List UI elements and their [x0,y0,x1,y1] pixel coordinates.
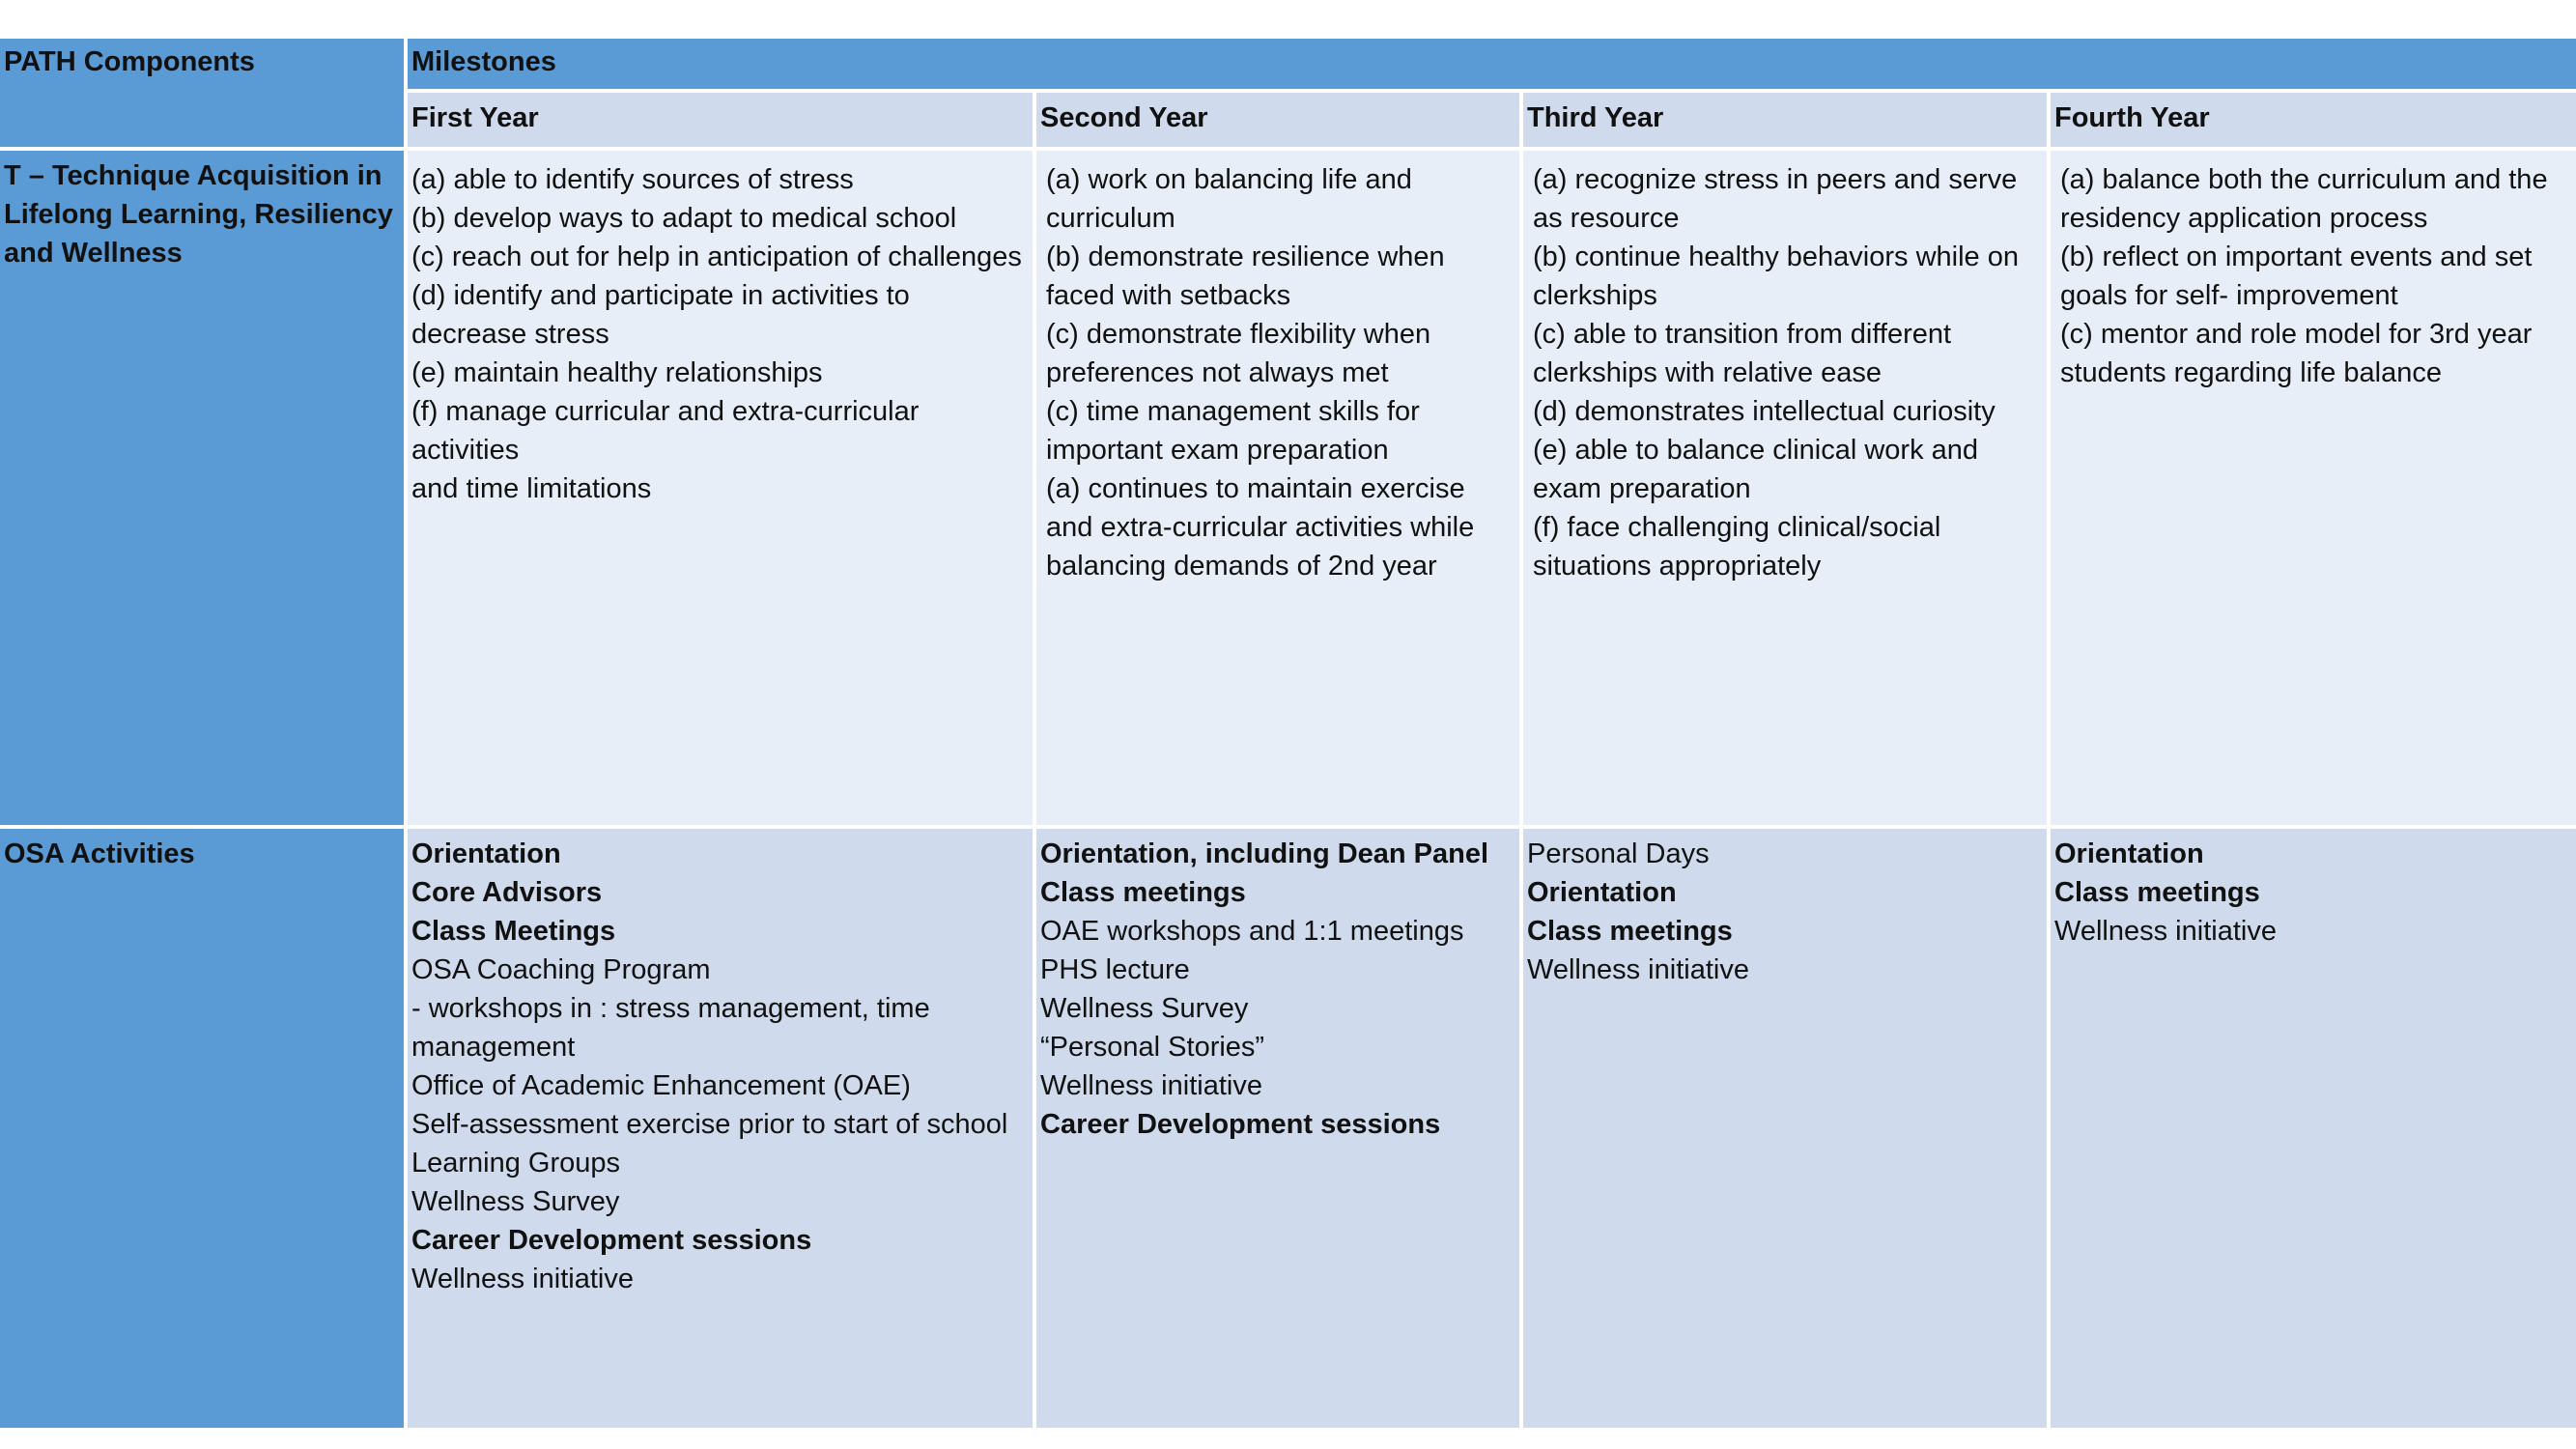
activity-cell [2051,829,2576,1428]
cell-line: Career Development sessions [1040,1109,1441,1140]
cell-line: Orientation, including Dean Panel [1040,838,1489,869]
cell-line: - workshops in : stress management, time management [411,993,930,1063]
cell-line: PHS lecture [1040,954,1190,985]
cell-line: (d) demonstrates intellectual curiosity [1533,396,1996,427]
year-header-third: Third Year [1523,93,2047,147]
cell-line: Personal Days [1527,838,1710,869]
milestone-cell [408,151,1033,825]
milestone-cell [1523,151,2047,825]
cell-line: (f) manage curricular and extra-curricular activities [411,396,920,466]
cell-line: OAE workshops and 1:1 meetings [1040,916,1464,947]
cell-line: (e) able to balance clinical work and exam preparation [1533,435,1979,504]
cell-line: (c) able to transition from different clerkships with relative ease [1533,319,1952,388]
cell-line: OSA Coaching Program [411,954,711,985]
cell-line: (f) face challenging clinical/social situations appropriately [1533,512,1941,582]
cell-line: (a) balance both the curriculum and the residency application process [2060,164,2548,234]
component-technique-acquisition: T – Technique Acquisition in Lifelong Learning, Resiliency and Wellness [0,151,404,825]
cell-line: (b) develop ways to adapt to medical school [411,203,957,234]
milestones-header: Milestones [408,39,2576,89]
cell-line: (c) demonstrate flexibility when preferences not always met [1046,319,1431,388]
cell-line: Wellness initiative [1527,954,1749,985]
year-header-second: Second Year [1036,93,1519,147]
cell-line: Office of Academic Enhancement (OAE) [411,1070,911,1101]
cell-line: (c) reach out for help in anticipation of challenges [411,242,1022,272]
year-header-first: First Year [408,93,1033,147]
cell-line: “Personal Stories” [1040,1032,1265,1063]
cell-line: (d) identify and participate in activities to decrease stress [411,280,910,350]
cell-line: Wellness initiative [2054,916,2277,947]
milestone-cell [2051,151,2576,825]
activity-cell [1036,829,1519,1428]
cell-line: Self-assessment exercise prior to start of school Learning Groups [411,1109,1008,1179]
path-milestones-table [0,39,2576,1416]
cell-line: Class meetings [1527,916,1733,947]
cell-line: Wellness Survey [411,1186,620,1217]
cell-line: (a) able to identify sources of stress [411,164,854,195]
cell-line: Class meetings [1040,877,1246,908]
cell-line: Wellness initiative [1040,1070,1262,1101]
cell-line: Class meetings [2054,877,2260,908]
cell-line: Class Meetings [411,916,616,947]
cell-line: Core Advisors [411,877,603,908]
cell-line: Orientation [1527,877,1677,908]
cell-line: (a) work on balancing life and curriculum [1046,164,1412,234]
activity-cell [1523,829,2047,1428]
year-header-fourth: Fourth Year [2051,93,2576,147]
component-osa-activities: OSA Activities [0,829,404,1428]
cell-line: Orientation [2054,838,2204,869]
cell-line: (c) time management skills for important exam preparation [1046,396,1420,466]
cell-line: (b) reflect on important events and set goals for self- improvement [2060,242,2533,311]
activity-cell [408,829,1033,1428]
cell-line: Wellness Survey [1040,993,1249,1024]
cell-line: and time limitations [411,473,652,504]
cell-line: (b) demonstrate resilience when faced with setbacks [1046,242,1445,311]
cell-line: (b) continue healthy behaviors while on clerkships [1533,242,2019,311]
cell-line: (a) recognize stress in peers and serve as resource [1533,164,2018,234]
cell-line: Orientation [411,838,561,869]
cell-line: Career Development sessions [411,1225,812,1256]
milestone-cell [1036,151,1519,825]
cell-line: Wellness initiative [411,1264,634,1294]
path-components-header: PATH Components [0,39,404,147]
cell-line: (e) maintain healthy relationships [411,357,823,388]
cell-line: (a) continues to maintain exercise and extra-curricular activities while balancing demands of 2nd year [1046,473,1475,582]
cell-line: (c) mentor and role model for 3rd year students regarding life balance [2060,319,2533,388]
